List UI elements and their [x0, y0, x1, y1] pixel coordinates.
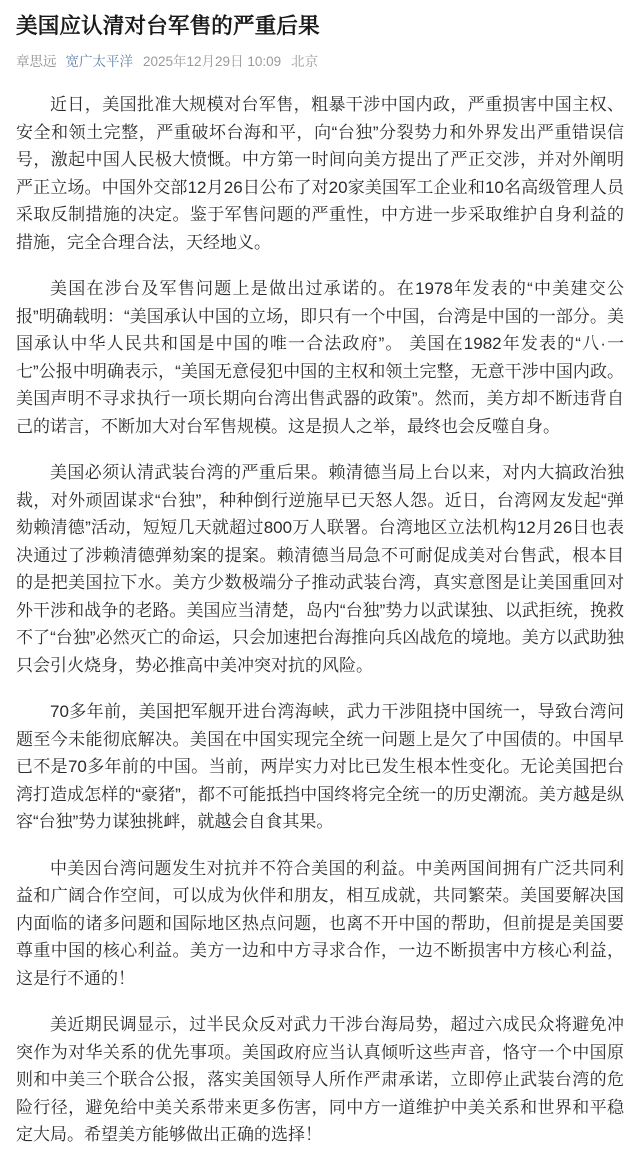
article-body — [16, 91, 624, 1149]
article-paragraph: 美国在涉台及军售问题上是做出过承诺的。在1978年发表的“中美建交公报”明确载明：“美国承认中国的立场，即只有一个中国，台湾是中国的一部分。美国承认中华人民共和国是中国的唯一合法政府”。 美国在1982年发表的“八·一七”公报中明确表示，“美国无意侵犯中国的主权和领土完整，无意干涉中国内政。美国声明不寻求执行一项长期向台湾出售武器的政策”。然而，美方却不断违背自己的诺言，不断加大对台军售规模。这是损人之举，最终也会反噬自身。 — [16, 279, 624, 436]
article-paragraph: 美近期民调显示，过半民众反对武力干涉台海局势，超过六成民众将避免冲突作为对华关系的优先事项。美国政府应当认真倾听这些声音，恪守一个中国原则和中美三个联合公报，落实美国领导人所作严肃承诺，立即停止武装台湾的危险行径，避免给中美关系带来更多伤害，同中方一道维护中美关系和世界和平稳定大局。希望美方能够做出正确的选择！ — [16, 1015, 624, 1145]
byline-datetime: 2025年12月29日 10:09 — [143, 54, 282, 70]
article-paragraph: 中美因台湾问题发生对抗并不符合美国的利益。中美两国间拥有广泛共同利益和广阔合作空间，可以成为伙伴和朋友，相互成就，共同繁荣。美国要解决国内面临的诸多问题和国际地区热点问题，也离不开中国的帮助，但前提是美国要尊重中国的核心利益。美方一边和中方寻求合作，一边不断损害中方核心利益，这是行不通的！ — [16, 858, 624, 988]
article-paragraph: 近日，美国批准大规模对台军售，粗暴干涉中国内政，严重损害中国主权、安全和领土完整，严重破坏台海和平，向“台独”分裂势力和外界发出严重错误信号，激起中国人民极大愤慨。中方第一时间向美方提出了严正交涉，并对外阐明严正立场。中国外交部12月26日公布了对20家美国军工企业和10名高级管理人员采取反制措施的决定。鉴于军售问题的严重性，中方进一步采取维护自身利益的措施，完全合理合法，天经地义。 — [16, 95, 624, 252]
byline-source-link[interactable]: 宽广太平洋 — [65, 54, 133, 70]
byline-location: 北京 — [291, 54, 319, 70]
article-paragraph: 美国必须认清武装台湾的严重后果。赖清德当局上台以来，对内大搞政治独裁，对外顽固谋求“台独”，种种倒行逆施早已天怒人怨。近日，台湾网友发起“弹劾赖清德”活动，短短几天就超过800万人联署。台湾地区立法机构12月26日也表决通过了涉赖清德弹劾案的提案。赖清德当局急不可耐促成美对台售武，根本目的是把美国拉下水。美方少数极端分子推动武装台湾，真实意图是让美国重回对外干涉和战争的老路。美国应当清楚，岛内“台独”势力以武谋独、以武拒统，挽救不了“台独”必然灭亡的命运，只会加速把台海推向兵凶战危的境地。美方以武助独只会引火烧身，势必推高中美冲突对抗的风险。 — [16, 463, 624, 675]
byline-author: 章思远 — [16, 54, 57, 70]
article-paragraph: 70多年前，美国把军舰开进台湾海峡，武力干涉阻挠中国统一，导致台湾问题至今未能彻底解决。美国在中国实现完全统一问题上是欠了中国债的。中国早已不是70多年前的中国。当前，两岸实力对比已发生根本性变化。无论美国把台湾打造成怎样的“豪猪”，都不可能抵挡中国终将完全统一的历史潮流。美方越是纵容“台独”势力谋独挑衅，就越会自食其果。 — [16, 702, 624, 832]
byline — [16, 52, 624, 72]
article-title: 美国应认清对台军售的严重后果 — [16, 14, 320, 38]
